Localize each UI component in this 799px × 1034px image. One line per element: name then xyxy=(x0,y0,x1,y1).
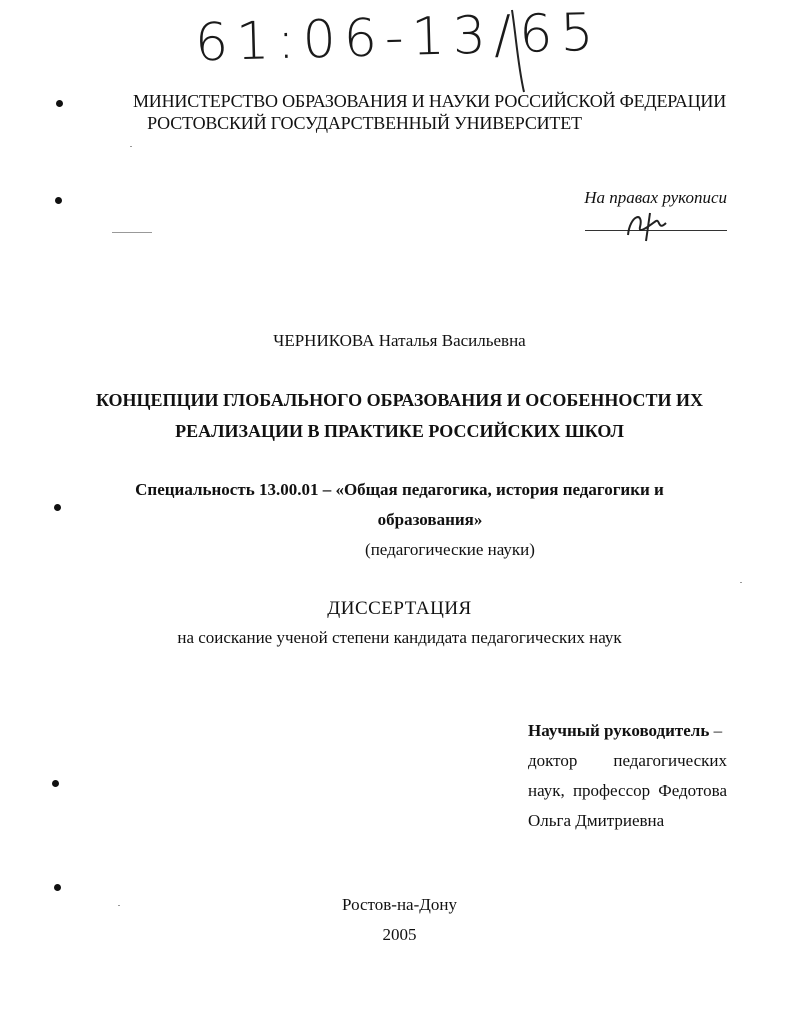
author-name: ЧЕРНИКОВА Наталья Васильевна xyxy=(273,331,526,350)
title-line-2: РЕАЛИЗАЦИИ В ПРАКТИКЕ РОССИЙСКИХ ШКОЛ xyxy=(175,421,624,441)
scan-speck xyxy=(112,232,152,233)
supervisor-title-name: наук, профессор Федотова xyxy=(528,781,727,800)
scan-speck xyxy=(740,582,742,583)
scan-speck xyxy=(130,146,132,147)
specialty-field: (педагогические науки) xyxy=(365,540,535,559)
specialty-line-1: Специальность 13.00.01 – «Общая педагогика, история педагогики и xyxy=(135,480,664,499)
title-line-1: КОНЦЕПЦИИ ГЛОБАЛЬНОГО ОБРАЗОВАНИЯ И ОСОБЕННОСТИ ИХ xyxy=(95,390,704,410)
city: Ростов-на-Дону xyxy=(342,895,457,914)
supervisor-dash: – xyxy=(709,721,723,740)
handwritten-signature xyxy=(610,205,680,245)
handwritten-registration-number: 61:06-13/65 xyxy=(194,2,603,74)
binding-hole-mark xyxy=(54,884,61,891)
degree-purpose: на соискание ученой степени кандидата педагогических наук xyxy=(177,628,622,647)
university-name: РОСТОВСКИЙ ГОСУДАРСТВЕННЫЙ УНИВЕРСИТЕТ xyxy=(147,113,582,133)
supervisor-label: Научный руководитель xyxy=(528,721,710,740)
manuscript-rights-note: На правах рукописи xyxy=(584,188,727,207)
header-block xyxy=(60,90,799,134)
dissertation-title xyxy=(0,385,799,447)
supervisor-block xyxy=(528,716,727,836)
supervisor-heading xyxy=(528,716,727,746)
binding-hole-mark xyxy=(55,197,62,204)
supervisor-given-name: Ольга Дмитриевна xyxy=(528,811,665,830)
document-type: ДИССЕРТАЦИЯ xyxy=(327,598,472,619)
binding-hole-mark xyxy=(52,780,59,787)
supervisor-degree: доктор педагогических xyxy=(528,751,727,770)
ministry-name: МИНИСТЕРСТВО ОБРАЗОВАНИЯ И НАУКИ РОССИЙСКОЙ ФЕДЕРАЦИИ xyxy=(133,91,726,111)
handwritten-slash-stroke xyxy=(500,6,530,96)
specialty-line-2: образования» xyxy=(377,510,483,529)
year: 2005 xyxy=(382,925,417,944)
